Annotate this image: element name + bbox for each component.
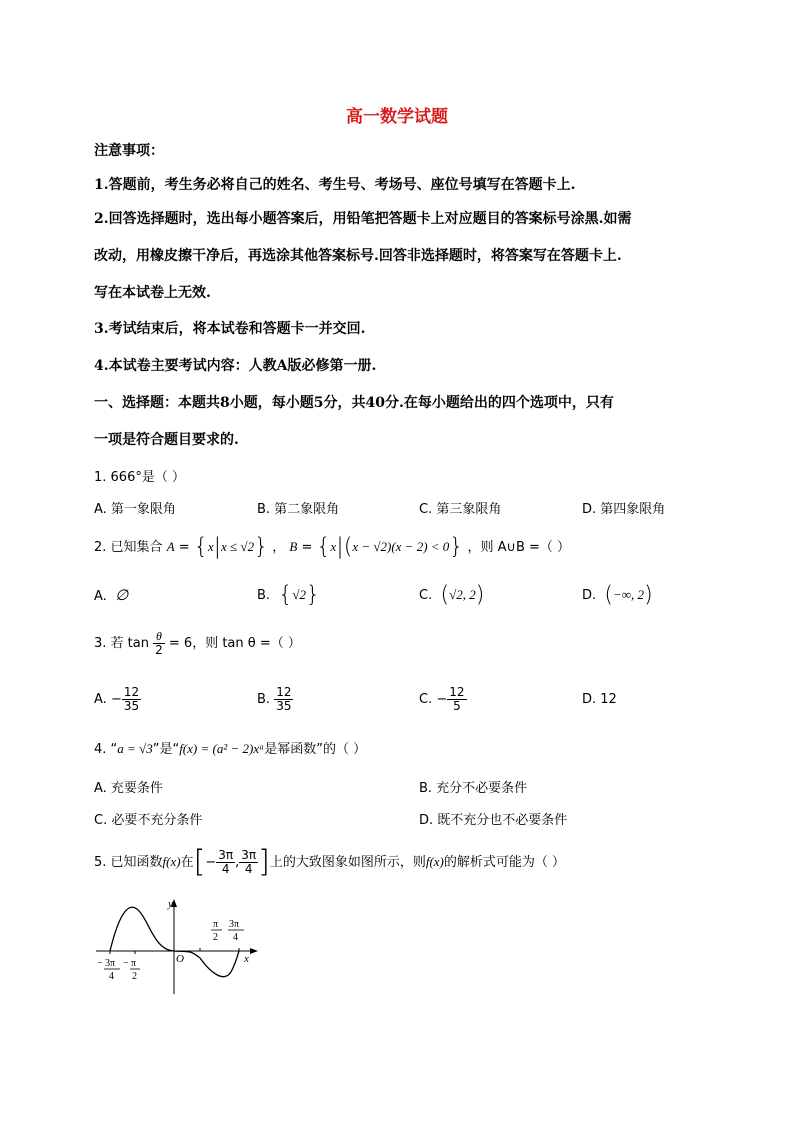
q3-option-a-label: A.: [94, 692, 107, 707]
q2-bar-a: |: [213, 534, 222, 560]
q3-half-theta: [153, 630, 165, 657]
q3-option-c-den: 5: [453, 699, 461, 713]
q2-option-b-label: B.: [257, 588, 271, 603]
q3-option-a: [94, 682, 141, 718]
notice-item-4: 4.本试卷主要考试内容：人教A版必修第一册.: [94, 358, 377, 374]
tick-label-3pi-num: 3π: [229, 919, 240, 930]
notice-item-2-line-1: 2.回答选择题时，选出每小题答案后，用铅笔把答题卡上对应题目的答案标号涂黑.如需: [94, 211, 632, 227]
tick-label-pi-num: π: [213, 919, 219, 930]
q2-option-d-value: −∞, 2: [613, 587, 645, 602]
q3-option-b-fraction: [274, 686, 293, 713]
q2-set-a-condition: x ≤ √2: [221, 539, 255, 554]
q2-set-a: A: [166, 539, 175, 554]
section-heading-line-1: 一、选择题：本题共8小题，每小题5分，共40分.在每小题给出的四个选项中，只有: [94, 395, 614, 411]
q5-mid: 上的大致图象如图所示，则: [269, 855, 426, 870]
q3-option-a-fraction: [122, 686, 141, 713]
q5-bracket-close: ]: [258, 844, 270, 880]
q2-brace-open-a: {: [193, 534, 208, 560]
q2-option-d-paren-open: (: [604, 582, 614, 608]
q2-option-d: [582, 582, 653, 609]
q3-option-b: [257, 682, 293, 718]
q2-option-c-value: √2, 2: [449, 587, 476, 602]
q2-brace-close-a: }: [254, 534, 269, 560]
q2-option-a-label: A.: [94, 589, 107, 604]
q2-brace-open-b: {: [316, 534, 331, 560]
q3-option-a-minus: −: [110, 692, 122, 707]
q4-option-b: B. 充分不必要条件: [419, 781, 528, 796]
q2-option-c-label: C.: [419, 588, 433, 603]
q2-stem: [94, 533, 570, 561]
q4-option-c: C. 必要不充分条件: [94, 813, 203, 828]
q3-option-c-minus: −: [436, 692, 448, 707]
q2-set-b: B: [289, 539, 298, 554]
q1-option-b: B. 第二象限角: [257, 502, 340, 517]
q2-option-b-brace-open: {: [278, 582, 293, 608]
x-axis-label: x: [244, 953, 249, 965]
q1-option-a: A. 第一象限角: [94, 502, 176, 517]
notice-item-2-line-2: 改动，用橡皮擦干净后，再选涂其他答案标号.回答非选择题时，将答案写在答题卡上.: [94, 248, 622, 264]
q3-two: 2: [155, 643, 163, 657]
q2-option-a-value: ∅: [115, 588, 129, 604]
q5-upper-den: 4: [244, 862, 253, 876]
notice-item-1: 1.答题前，考生务必将自己的姓名、考生号、考场号、座位号填写在答题卡上.: [94, 177, 576, 193]
q2-eq-b: =: [301, 540, 313, 555]
q1-option-d: D. 第四象限角: [582, 502, 666, 517]
q4-condition-1: a = √3: [117, 741, 153, 756]
q3-theta: θ: [153, 630, 165, 644]
q3-option-d: D. 12: [582, 692, 617, 707]
q3-option-a-num: 12: [123, 685, 140, 699]
q2-set-b-condition: x − √2)(x − 2) < 0: [352, 539, 450, 554]
tick-label-neg-3pi-sign: −: [97, 958, 103, 969]
q2-var-x: x: [207, 539, 214, 554]
q5-upper-num: 3π: [241, 848, 257, 862]
q5-lower-num: 3π: [218, 848, 234, 862]
q2-prefix: 2. 已知集合: [94, 540, 163, 555]
q2-bar-b: |: [336, 534, 344, 560]
q5-comma: ,: [235, 855, 240, 870]
q3-option-a-den: 35: [123, 699, 140, 713]
q5-stem: [94, 840, 565, 884]
q4-condition-2: f(x) = (a² − 2)xᵃ: [179, 741, 265, 756]
q3-option-b-den: 35: [276, 699, 292, 713]
q3-equals-six: = 6，则 tan θ =（ ）: [168, 636, 301, 651]
q5-bracket-open: [: [193, 844, 206, 880]
tick-label-neg-pi-sign: −: [123, 958, 129, 969]
q1-stem: 1. 666°是（ ）: [94, 470, 185, 485]
q5-lower-den: 4: [221, 862, 230, 876]
tick-label-3pi-den: 4: [233, 932, 238, 943]
section-heading-line-2: 一项是符合题目要求的.: [94, 432, 239, 448]
q2-option-c-paren-open: (: [440, 582, 450, 608]
q3-prefix: 3. 若 tan: [94, 636, 149, 651]
q2-brace-close-b: }: [449, 534, 464, 560]
q2-var-x-b: x: [330, 539, 337, 554]
q2-option-c-paren-close: ): [475, 582, 485, 608]
tick-label-neg-pi-num: π: [131, 958, 137, 969]
q4-option-d: D. 既不充分也不必要条件: [419, 813, 568, 828]
q5-suffix: 的解析式可能为（ ）: [443, 855, 566, 870]
q2-option-c: [419, 582, 484, 609]
page-title: 高一数学试题: [346, 107, 448, 127]
notice-heading: 注意事项：: [94, 143, 164, 159]
q2-suffix: ，则 A∪B =（ ）: [467, 540, 571, 555]
q2-option-b-brace-close: }: [305, 582, 320, 608]
x-axis-arrow: [250, 948, 258, 954]
q2-option-d-paren-close: ): [644, 582, 653, 608]
function-graph: [90, 890, 265, 1000]
q3-stem: [94, 626, 301, 662]
q5-fx: f(x): [162, 854, 181, 869]
q3-option-b-label: B.: [257, 692, 271, 707]
y-axis-label: y: [168, 898, 173, 910]
q5-prefix: 5. 已知函数: [94, 855, 163, 870]
q4-stem-end: 是幂函数”的（ ）: [264, 742, 367, 757]
q3-option-c-label: C.: [419, 692, 433, 707]
q2-option-d-label: D.: [582, 588, 597, 603]
tick-label-neg-pi-den: 2: [132, 971, 137, 982]
q2-option-b: [257, 582, 320, 609]
tick-label-neg-3pi-num: 3π: [105, 958, 116, 969]
q5-lower-bound: [216, 849, 235, 876]
origin-label: O: [176, 953, 184, 965]
q3-option-c-fraction: [447, 686, 466, 713]
q2-paren-open: (: [343, 534, 353, 560]
q5-in: 在: [180, 855, 194, 870]
tick-label-pi-den: 2: [213, 932, 218, 943]
q2-option-b-value: √2: [292, 587, 306, 602]
notice-item-2-line-3: 写在本试卷上无效.: [94, 285, 211, 301]
q4-stem-start: 4. “: [94, 742, 118, 757]
q2-eq: =: [178, 540, 190, 555]
q3-option-b-num: 12: [276, 685, 292, 699]
notice-item-3: 3.考试结束后，将本试卷和答题卡一并交回.: [94, 321, 366, 337]
q3-option-c: [419, 682, 467, 718]
q1-option-c: C. 第三象限角: [419, 502, 502, 517]
tick-label-neg-3pi-den: 4: [109, 971, 114, 982]
q4-stem: [94, 738, 366, 760]
q5-upper-bound: [239, 849, 258, 876]
q2-option-a: [94, 584, 128, 609]
q5-fx-2: f(x): [425, 854, 444, 869]
q4-option-a: A. 充要条件: [94, 781, 163, 796]
q3-option-c-num: 12: [449, 685, 465, 699]
q5-minus: −: [205, 855, 217, 870]
q2-comma: ，: [272, 540, 286, 555]
q4-stem-mid: ”是“: [152, 742, 180, 757]
